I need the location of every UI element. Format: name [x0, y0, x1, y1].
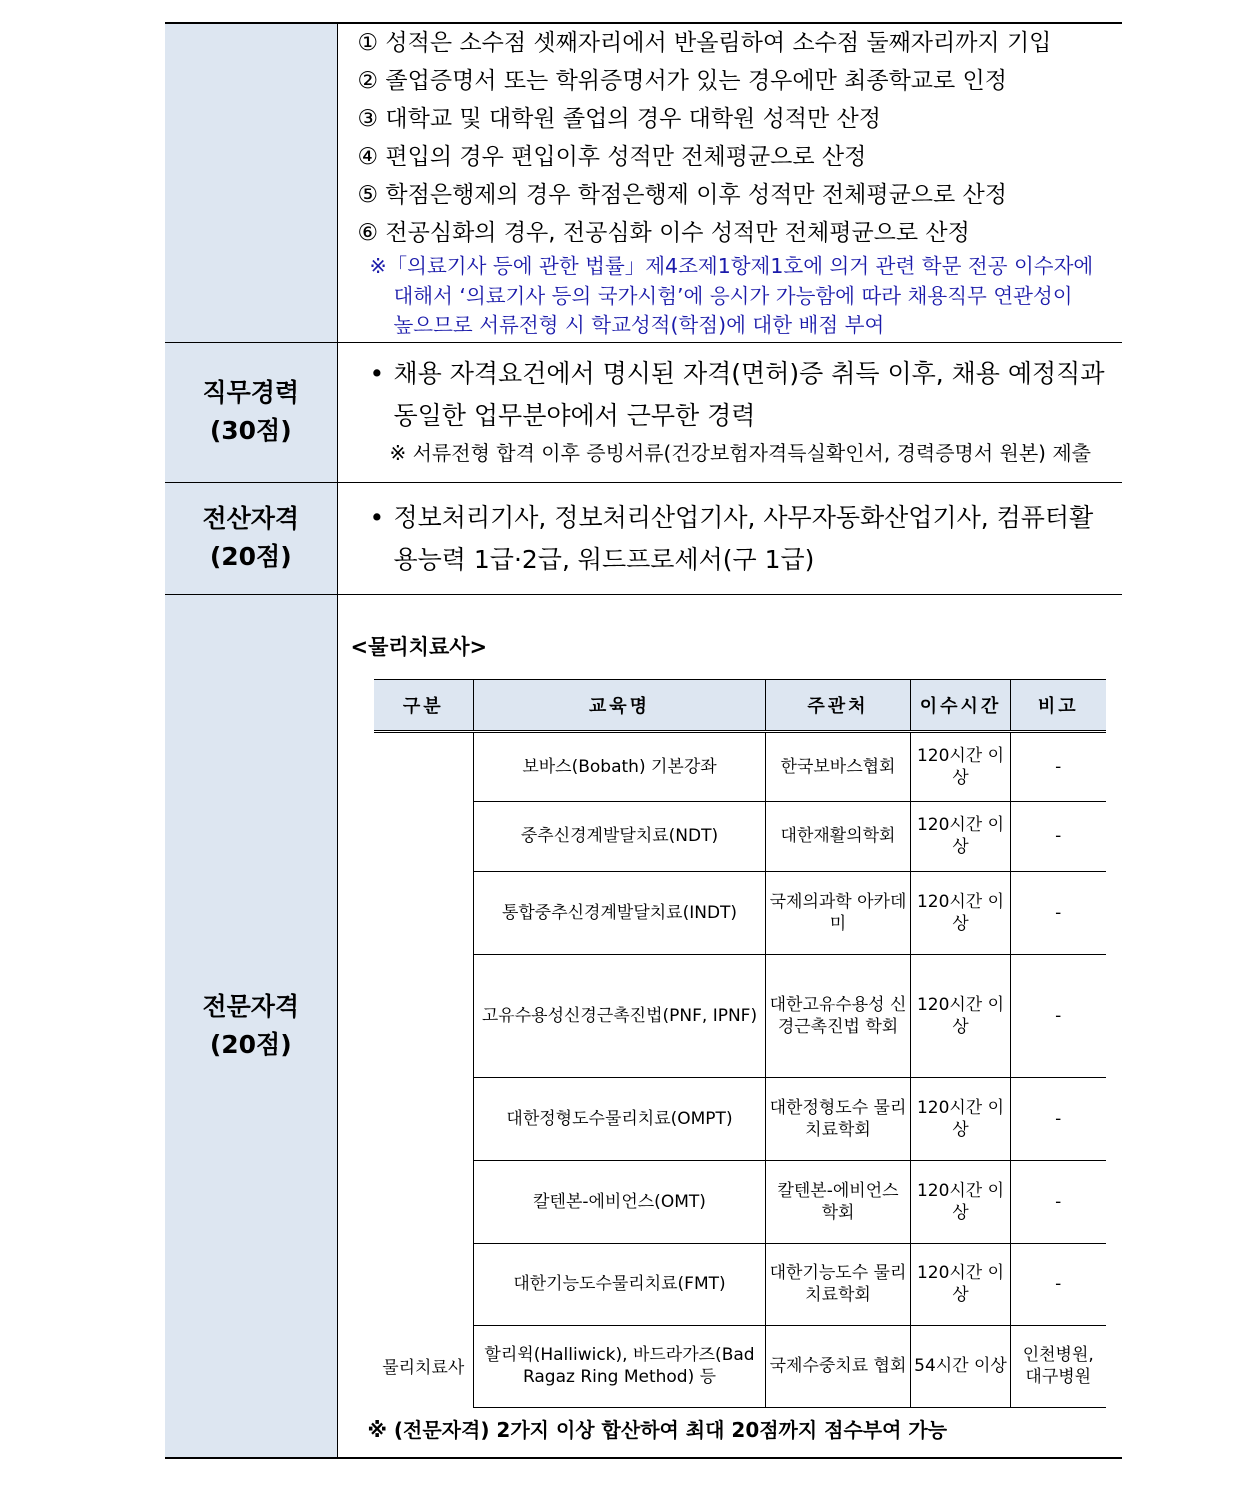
column-header: 이수시간: [911, 679, 1011, 731]
course-note: -: [1011, 731, 1106, 801]
course-note: 인천병원, 대구병원: [1011, 1325, 1106, 1407]
job-experience-note: ※ 서류전형 합격 이후 증빙서류(건강보험자격득실확인서, 경력증명서 원본) 제출: [389, 440, 1091, 465]
course-hours: 120시간 이상: [911, 1160, 1011, 1243]
legal-basis-note: [358, 252, 1111, 341]
grade-note-item: ⑥ 전공심화의 경우, 전공심화 이수 성적만 전체평균으로 산정: [357, 220, 970, 246]
table-row: [374, 871, 1106, 954]
course-note: -: [1011, 1243, 1106, 1325]
grade-note-item: ② 졸업증명서 또는 학위증명서가 있는 경우에만 최종학교로 인정: [357, 68, 1007, 94]
it-cert-text: 정보처리기사, 정보처리산업기사, 사무자동화산업기사, 컴퓨터활용능력 1급·2급, 워드프로세서(구 1급): [393, 502, 1094, 574]
table-row: [374, 801, 1106, 871]
table-row: [374, 1077, 1106, 1160]
course-hours: 120시간 이상: [911, 731, 1011, 801]
category-cell: 물리치료사: [374, 731, 474, 1407]
column-header: 주관처: [766, 679, 911, 731]
column-header: 구분: [374, 679, 474, 731]
job-experience-bullet: [358, 353, 1111, 437]
course-org: 한국보바스협회: [766, 731, 911, 801]
course-name: 할리윅(Halliwick), 바드라가즈(Bad Ragaz Ring Method) 등: [474, 1325, 766, 1407]
it-cert-content: [337, 482, 1122, 594]
column-header: 비고: [1011, 679, 1106, 731]
pro-cert-final-note: ※ (전문자격) 2가지 이상 합산하여 최대 20점까지 점수부여 가능: [367, 1417, 948, 1442]
course-name: 고유수용성신경근촉진법(PNF, IPNF): [474, 954, 766, 1077]
course-org: 대한재활의학회: [766, 801, 911, 871]
grade-note-item: ① 성적은 소수점 셋째자리에서 반올림하여 소수점 둘째자리까지 기입: [357, 30, 1052, 56]
course-org: 칼텐본-에비언스 학회: [766, 1160, 911, 1243]
job-experience-points: (30점): [209, 416, 292, 445]
table-row: [374, 1325, 1106, 1407]
it-cert-bullet: [358, 497, 1111, 581]
job-experience-content: [337, 342, 1122, 482]
course-note: -: [1011, 1160, 1106, 1243]
it-cert-title: 전산자격: [202, 504, 300, 533]
job-experience-header: [165, 342, 337, 482]
legal-note-line: 높으므로 서류전형 시 학교성적(학점)에 대한 배점 부여: [393, 313, 885, 337]
pro-cert-title: 전문자격: [202, 991, 300, 1021]
table-row: [374, 954, 1106, 1077]
job-experience-title: 직무경력: [202, 378, 300, 407]
table-row: [374, 1243, 1106, 1325]
course-hours: 120시간 이상: [911, 954, 1011, 1077]
grade-note-item: ③ 대학교 및 대학원 졸업의 경우 대학원 성적만 산정: [357, 106, 881, 132]
pro-cert-header: [165, 594, 337, 1458]
pro-cert-content: [337, 594, 1122, 1458]
it-cert-row: [165, 482, 1122, 594]
legal-note-line: ※「의료기사 등에 관한 법률」제4조제1항제1호에 의거 관련 학문 전공 이수자에: [369, 254, 1094, 278]
legal-note-line: 대해서 ‘의료기사 등의 국가시험’에 응시가 가능함에 따라 채용직무 연관성이: [393, 283, 1073, 308]
bullet-dot: •: [369, 358, 385, 388]
course-name: 대한기능도수물리치료(FMT): [474, 1243, 766, 1325]
course-hours: 120시간 이상: [911, 801, 1011, 871]
it-cert-points: (20점): [209, 542, 292, 571]
course-name: 대한정형도수물리치료(OMPT): [474, 1077, 766, 1160]
section-title: <물리치료사>: [350, 634, 488, 659]
job-experience-text: 채용 자격요건에서 명시된 자격(면허)증 취득 이후, 채용 예정직과 동일한 업무분야에서 근무한 경력: [393, 358, 1105, 430]
pt-cert-table: [374, 679, 1106, 1408]
pro-cert-points: (20점): [209, 1029, 292, 1059]
course-org: 대한정형도수 물리치료학회: [766, 1077, 911, 1160]
course-note: -: [1011, 801, 1106, 871]
course-note: -: [1011, 871, 1106, 954]
grade-note-item: ④ 편입의 경우 편입이후 성적만 전체평균으로 산정: [357, 144, 867, 170]
course-hours: 120시간 이상: [911, 1077, 1011, 1160]
course-name: 통합중추신경계발달치료(INDT): [474, 871, 766, 954]
course-note: -: [1011, 954, 1106, 1077]
table-row: [374, 731, 1106, 801]
course-hours: 54시간 이상: [911, 1325, 1011, 1407]
course-name: 중추신경계발달치료(NDT): [474, 801, 766, 871]
course-org: 대한고유수용성 신경근촉진법 학회: [766, 954, 911, 1077]
course-hours: 120시간 이상: [911, 871, 1011, 954]
grade-note-item: ⑤ 학점은행제의 경우 학점은행제 이후 성적만 전체평균으로 산정: [357, 182, 1007, 208]
pro-cert-row: [165, 594, 1122, 1458]
course-org: 국제수중치료 협회: [766, 1325, 911, 1407]
bullet-dot: •: [369, 502, 385, 532]
course-note: -: [1011, 1077, 1106, 1160]
course-org: 대한기능도수 물리치료학회: [766, 1243, 911, 1325]
job-experience-row: [165, 342, 1122, 482]
course-hours: 120시간 이상: [911, 1243, 1011, 1325]
table-row: [374, 1160, 1106, 1243]
course-name: 칼텐본-에비언스(OMT): [474, 1160, 766, 1243]
grade-notes-header: [165, 23, 337, 342]
grade-notes-row: [165, 23, 1122, 342]
pt-cert-header-row: [374, 679, 1106, 731]
course-name: 보바스(Bobath) 기본강좌: [474, 731, 766, 801]
course-org: 국제의과학 아카데미: [766, 871, 911, 954]
column-header: 교육명: [474, 679, 766, 731]
scoring-criteria-table: [165, 22, 1122, 1459]
it-cert-header: [165, 482, 337, 594]
grade-notes-content: [337, 23, 1122, 342]
